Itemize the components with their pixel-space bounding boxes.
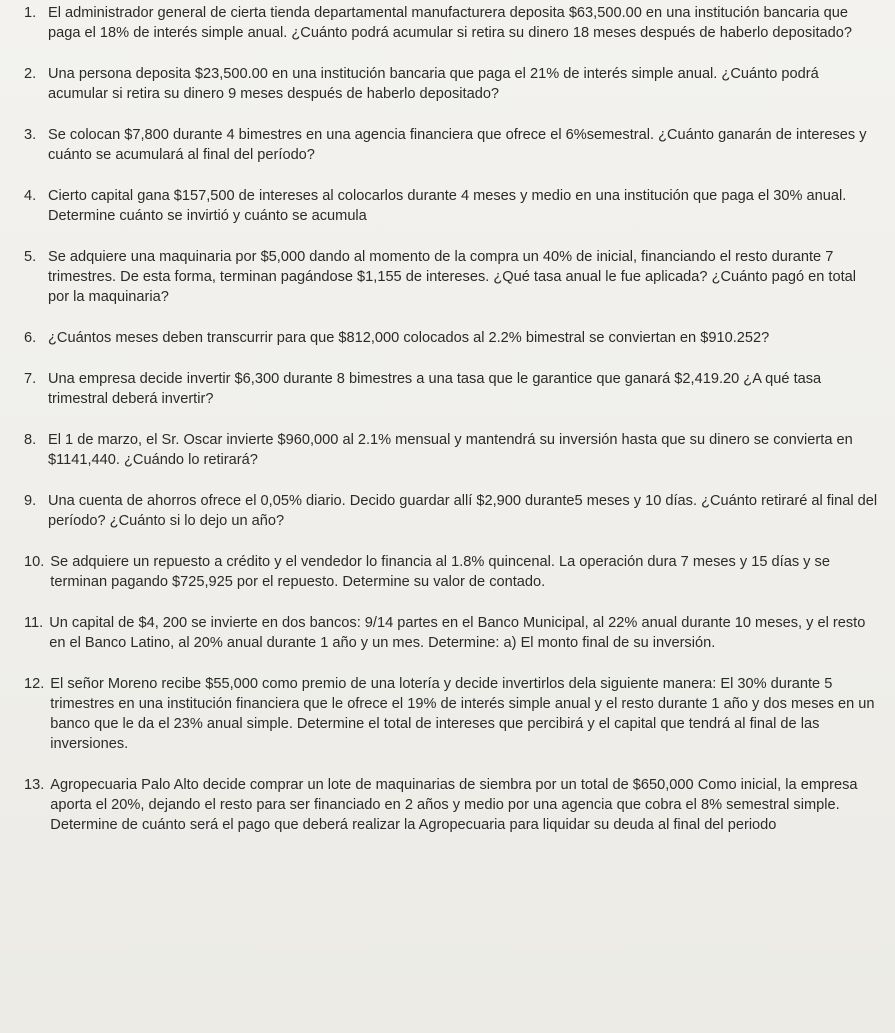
problem-11 bbox=[24, 613, 881, 653]
problem-text bbox=[48, 328, 881, 348]
problem-statement: ¿Cuántos meses deben transcurrir para que $812,000 colocados al 2.2% bimestral se conviertan en $910.252? bbox=[48, 330, 770, 346]
problem-text bbox=[48, 247, 881, 307]
problem-number: 12. bbox=[24, 676, 45, 692]
problem-number: 7. bbox=[24, 371, 37, 387]
problem-number: 9. bbox=[24, 493, 37, 509]
problem-text bbox=[50, 674, 881, 754]
problem-number: 10. bbox=[24, 554, 45, 570]
problem-4 bbox=[24, 186, 881, 226]
problem-statement: El 1 de marzo, el Sr. Oscar invierte $960,000 al 2.1% mensual y mantendrá su inversión hasta que su dinero se convierta en $1141,440. ¿Cuándo lo retirará? bbox=[48, 432, 853, 468]
problem-8 bbox=[24, 430, 881, 470]
problem-statement: Un capital de $4, 200 se invierte en dos bancos: 9/14 partes en el Banco Municipal, al 22% anual durante 10 meses, y el resto en el Banco Latino, al 20% anual durante 1 año y un mes. Determine: a) El monto final de su inversión. bbox=[49, 615, 866, 651]
problem-13 bbox=[24, 775, 881, 835]
problem-number: 8. bbox=[24, 432, 37, 448]
problem-statement: Se adquiere un repuesto a crédito y el vendedor lo financia al 1.8% quincenal. La operación dura 7 meses y 15 días y se terminan pagando $725,925 por el repuesto. Determine su valor de contado. bbox=[50, 554, 830, 590]
problem-9 bbox=[24, 491, 881, 531]
problem-number: 11. bbox=[24, 615, 44, 631]
problem-2 bbox=[24, 64, 881, 104]
problem-number: 6. bbox=[24, 330, 37, 346]
problem-6 bbox=[24, 328, 881, 348]
problem-statement: Una empresa decide invertir $6,300 durante 8 bimestres a una tasa que le garantice que ganará $2,419.20 ¿A qué tasa trimestral deberá invertir? bbox=[48, 371, 822, 407]
problem-number: 13. bbox=[24, 777, 45, 793]
problem-text bbox=[48, 125, 881, 165]
problem-number: 1. bbox=[24, 5, 37, 21]
problem-3 bbox=[24, 125, 881, 165]
problem-statement: Se adquiere una maquinaria por $5,000 dando al momento de la compra un 40% de inicial, financiando el resto durante 7 trimestres. De esta forma, terminan pagándose $1,155 de intereses. ¿Qué tasa anual le fue aplicada? ¿Cuánto pagó en total por la maquinaria? bbox=[48, 249, 857, 305]
problem-text bbox=[50, 552, 881, 592]
problem-statement: Cierto capital gana $157,500 de intereses al colocarlos durante 4 meses y medio en una institución que paga el 30% anual. Determine cuánto se invirtió y cuánto se acumula bbox=[48, 188, 847, 224]
problem-12 bbox=[24, 674, 881, 754]
problem-statement: El señor Moreno recibe $55,000 como premio de una lotería y decide invertirlos dela siguiente manera: El 30% durante 5 trimestres en una institución financiera que le ofrece el 19% de interés simple anual y el resto durante 1 año y dos meses en un banco que le da el 23% anual simple. Determine el total de intereses que percibirá y el capital que tendrá al final de las inversiones. bbox=[50, 676, 875, 752]
problem-text bbox=[48, 3, 881, 43]
problem-statement: El administrador general de cierta tienda departamental manufacturera deposita $63,500.00 en una institución bancaria que paga el 18% de interés simple anual. ¿Cuánto podrá acumular si retira su dinero 18 meses después de haberlo depositado? bbox=[48, 5, 852, 41]
problem-text bbox=[48, 491, 881, 531]
problem-number: 2. bbox=[24, 66, 37, 82]
problem-text bbox=[49, 613, 881, 653]
problem-7 bbox=[24, 369, 881, 409]
problem-text bbox=[48, 186, 881, 226]
problem-text bbox=[48, 430, 881, 470]
problem-1 bbox=[24, 3, 881, 43]
problem-10 bbox=[24, 552, 881, 592]
problem-question: Determine de cuánto será el pago que deberá realizar la Agropecuaria para liquidar su deuda al final del periodo bbox=[50, 817, 777, 833]
problem-statement: Se colocan $7,800 durante 4 bimestres en una agencia financiera que ofrece el 6%semestral. ¿Cuánto ganarán de intereses y cuánto se acumulará al final del período? bbox=[48, 127, 867, 163]
problem-statement: Una persona deposita $23,500.00 en una institución bancaria que paga el 21% de interés simple anual. ¿Cuánto podrá acumular si retira su dinero 9 meses después de haberlo depositado? bbox=[48, 66, 819, 102]
problem-5 bbox=[24, 247, 881, 307]
problem-text bbox=[50, 775, 881, 835]
problem-number: 4. bbox=[24, 188, 37, 204]
problem-number: 3. bbox=[24, 127, 37, 143]
problem-text bbox=[48, 64, 881, 104]
problem-text bbox=[48, 369, 881, 409]
problem-statement: Una cuenta de ahorros ofrece el 0,05% diario. Decido guardar allí $2,900 durante5 meses y 10 días. ¿Cuánto retiraré al final del período? ¿Cuánto si lo dejo un año? bbox=[48, 493, 878, 529]
problem-statement: Agropecuaria Palo Alto decide comprar un lote de maquinarias de siembra por un total de $650,000 Como inicial, la empresa aporta el 20%, dejando el resto para ser financiado en 2 años y medio por una agencia que cobra el 8% semestral simple. bbox=[50, 777, 858, 813]
problem-number: 5. bbox=[24, 249, 37, 265]
